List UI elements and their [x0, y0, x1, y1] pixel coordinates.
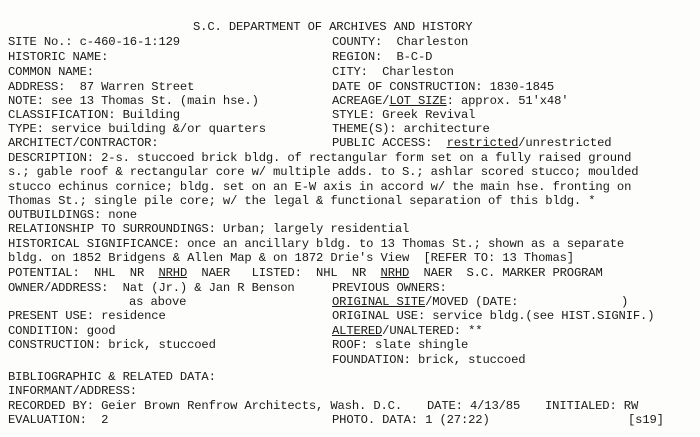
page-title: S.C. DEPARTMENT OF ARCHIVES AND HISTORY [193, 20, 473, 34]
description-line: s.; gable roof & rectangular core w/ multiple adds. to S.; ashlar scored stucco; moulded [8, 165, 639, 179]
acreage [332, 94, 568, 108]
potential-nrhd: NRHD [158, 266, 188, 280]
date-of-construction: DATE OF CONSTRUCTION: 1830-1845 [332, 80, 555, 94]
altered [332, 324, 482, 338]
original-site-label: ORIGINAL SITE [332, 295, 426, 309]
historic-name: HISTORIC NAME: [8, 50, 109, 64]
initialed: INITIALED: RW [545, 399, 639, 413]
informant: INFORMANT/ADDRESS: [8, 384, 137, 398]
description-line: Thomas St.; single pile core; w/ the legal & functional separation of this bldg. * [8, 194, 596, 208]
public-access [332, 136, 611, 150]
reference-code: [s19] [628, 413, 664, 427]
outbuildings: OUTBUILDINGS: none [8, 208, 137, 222]
lot-size-label: LOT SIZE [389, 94, 447, 108]
public-access-label: PUBLIC ACCESS: [332, 136, 447, 150]
site-number: SITE No.: c-460-16-1:129 [8, 35, 180, 49]
moved-date-close: ) [621, 295, 629, 309]
type: TYPE: service building &/or quarters [8, 122, 266, 136]
present-use: PRESENT USE: residence [8, 309, 166, 323]
marker-program: NAER S.C. MARKER PROGRAM [409, 266, 603, 280]
themes: THEME(S): architecture [332, 122, 490, 136]
previous-owners: PREVIOUS OWNERS: [332, 281, 447, 295]
potential-listed [8, 266, 603, 280]
restricted-value: restricted [446, 136, 519, 150]
owner-address: OWNER/ADDRESS: Nat (Jr.) & Jan R Benson [8, 281, 295, 295]
moved-label: /MOVED (DATE: [425, 295, 519, 309]
relationship: RELATIONSHIP TO SURROUNDINGS: Urban; largely residential [8, 222, 410, 236]
evaluation: EVALUATION: 2 [8, 413, 109, 427]
unaltered-label: /UNALTERED: ** [382, 324, 483, 338]
significance-line: bldg. on 1852 Bridgens & Allen Map & on 1872 Drie's View [REFER TO: 13 Thomas] [8, 251, 574, 265]
record-date: DATE: 4/13/85 [427, 399, 521, 413]
classification: CLASSIFICATION: Building [8, 108, 180, 122]
owner-address-line2: as above [129, 295, 187, 309]
unrestricted-value: /unrestricted [518, 136, 612, 150]
style: STYLE: Greek Revival [332, 108, 476, 122]
foundation: FOUNDATION: brick, stuccoed [332, 353, 526, 367]
significance-line: HISTORICAL SIGNIFICANCE: once an ancillary bldg. to 13 Thomas St.; shown as a separate [8, 237, 625, 251]
roof: ROOF: slate shingle [332, 338, 469, 352]
county: COUNTY: Charleston [332, 35, 469, 49]
architect: ARCHITECT/CONTRACTOR: [8, 136, 159, 150]
recorded-by: RECORDED BY: Geier Brown Renfrow Architects, Wash. D.C. [8, 399, 403, 413]
potential-label: POTENTIAL: NHL NR [8, 266, 159, 280]
acreage-value: : approx. 51'x48' [446, 94, 569, 108]
description-line: DESCRIPTION: 2-s. stuccoed brick bldg. of rectangular form set on a fully raised ground [8, 151, 632, 165]
listed-nrhd: NRHD [380, 266, 410, 280]
common-name: COMMON NAME: [8, 65, 94, 79]
photo-data: PHOTO. DATA: 1 (27:22) [332, 413, 490, 427]
note: NOTE: see 13 Thomas St. (main hse.) [8, 94, 259, 108]
original-use: ORIGINAL USE: service bldg.(see HIST.SIGNIF.) [332, 309, 655, 323]
listed-label: NAER LISTED: NHL NR [187, 266, 381, 280]
region: REGION: B-C-D [332, 50, 433, 64]
bibliographic: BIBLIOGRAPHIC & RELATED DATA: [8, 370, 216, 384]
city: CITY: Charleston [332, 65, 454, 79]
original-site [332, 295, 518, 309]
altered-label: ALTERED [332, 324, 383, 338]
condition: CONDITION: good [8, 324, 116, 338]
acreage-label: ACREAGE/ [332, 94, 390, 108]
construction: CONSTRUCTION: brick, stuccoed [8, 338, 216, 352]
address: ADDRESS: 87 Warren Street [8, 80, 195, 94]
description-line: stucco echinus cornice; bldg. set on an E-W axis in accord w/ the main hse. fronting on [8, 180, 632, 194]
